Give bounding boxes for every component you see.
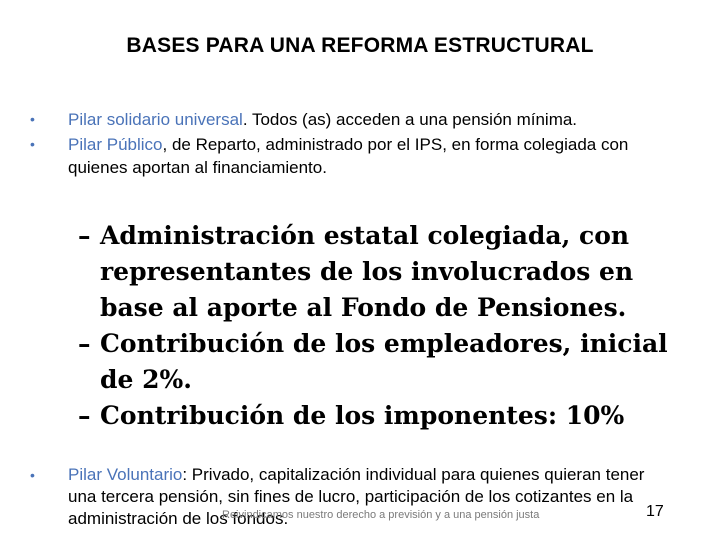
bullet-text: : Privado, capitalización individual para quienes quieran tener una tercera pensión, sin fines de lucro, participación de los cotizantes en la administración de los fondos. bbox=[68, 465, 645, 528]
sub-item-administracion bbox=[78, 218, 678, 326]
bullet-highlight: Pilar solidario universal bbox=[68, 110, 243, 129]
slide-title: BASES PARA UNA REFORMA ESTRUCTURAL bbox=[126, 34, 594, 57]
dash-icon: – bbox=[78, 329, 91, 358]
bullet-list-bottom bbox=[30, 464, 670, 532]
page-number: 17 bbox=[646, 503, 664, 520]
bullet-list bbox=[30, 108, 690, 181]
sub-item-empleadores bbox=[78, 326, 678, 398]
bullet-solidario bbox=[30, 108, 690, 131]
slide-footer: Reivindicamos nuestro derecho a previsión y a una pensión justa bbox=[222, 509, 540, 521]
sub-list bbox=[78, 218, 678, 434]
sub-item-text: Contribución de los imponentes: 10% bbox=[100, 401, 625, 430]
bullet-highlight: Pilar Voluntario bbox=[68, 465, 183, 484]
bullet-highlight: Pilar Público bbox=[68, 135, 163, 154]
bullet-publico bbox=[30, 133, 690, 179]
bullet-text: , de Reparto, administrado por el IPS, en forma colegiada con quienes aportan al financiamiento. bbox=[68, 135, 629, 177]
sub-item-text: Administración estatal colegiada, con representantes de los involucrados en base al aporte al Fondo de Pensiones. bbox=[100, 221, 634, 322]
bullet-icon: • bbox=[30, 467, 35, 483]
dash-icon: – bbox=[78, 221, 91, 250]
bullet-icon: • bbox=[30, 111, 35, 127]
bullet-text: . Todos (as) acceden a una pensión mínima. bbox=[242, 110, 578, 129]
dash-icon: – bbox=[78, 401, 91, 430]
sub-item-text: Contribución de los empleadores, inicial de 2%. bbox=[100, 329, 668, 394]
bullet-icon: • bbox=[30, 136, 35, 152]
sub-item-imponentes bbox=[78, 398, 678, 434]
